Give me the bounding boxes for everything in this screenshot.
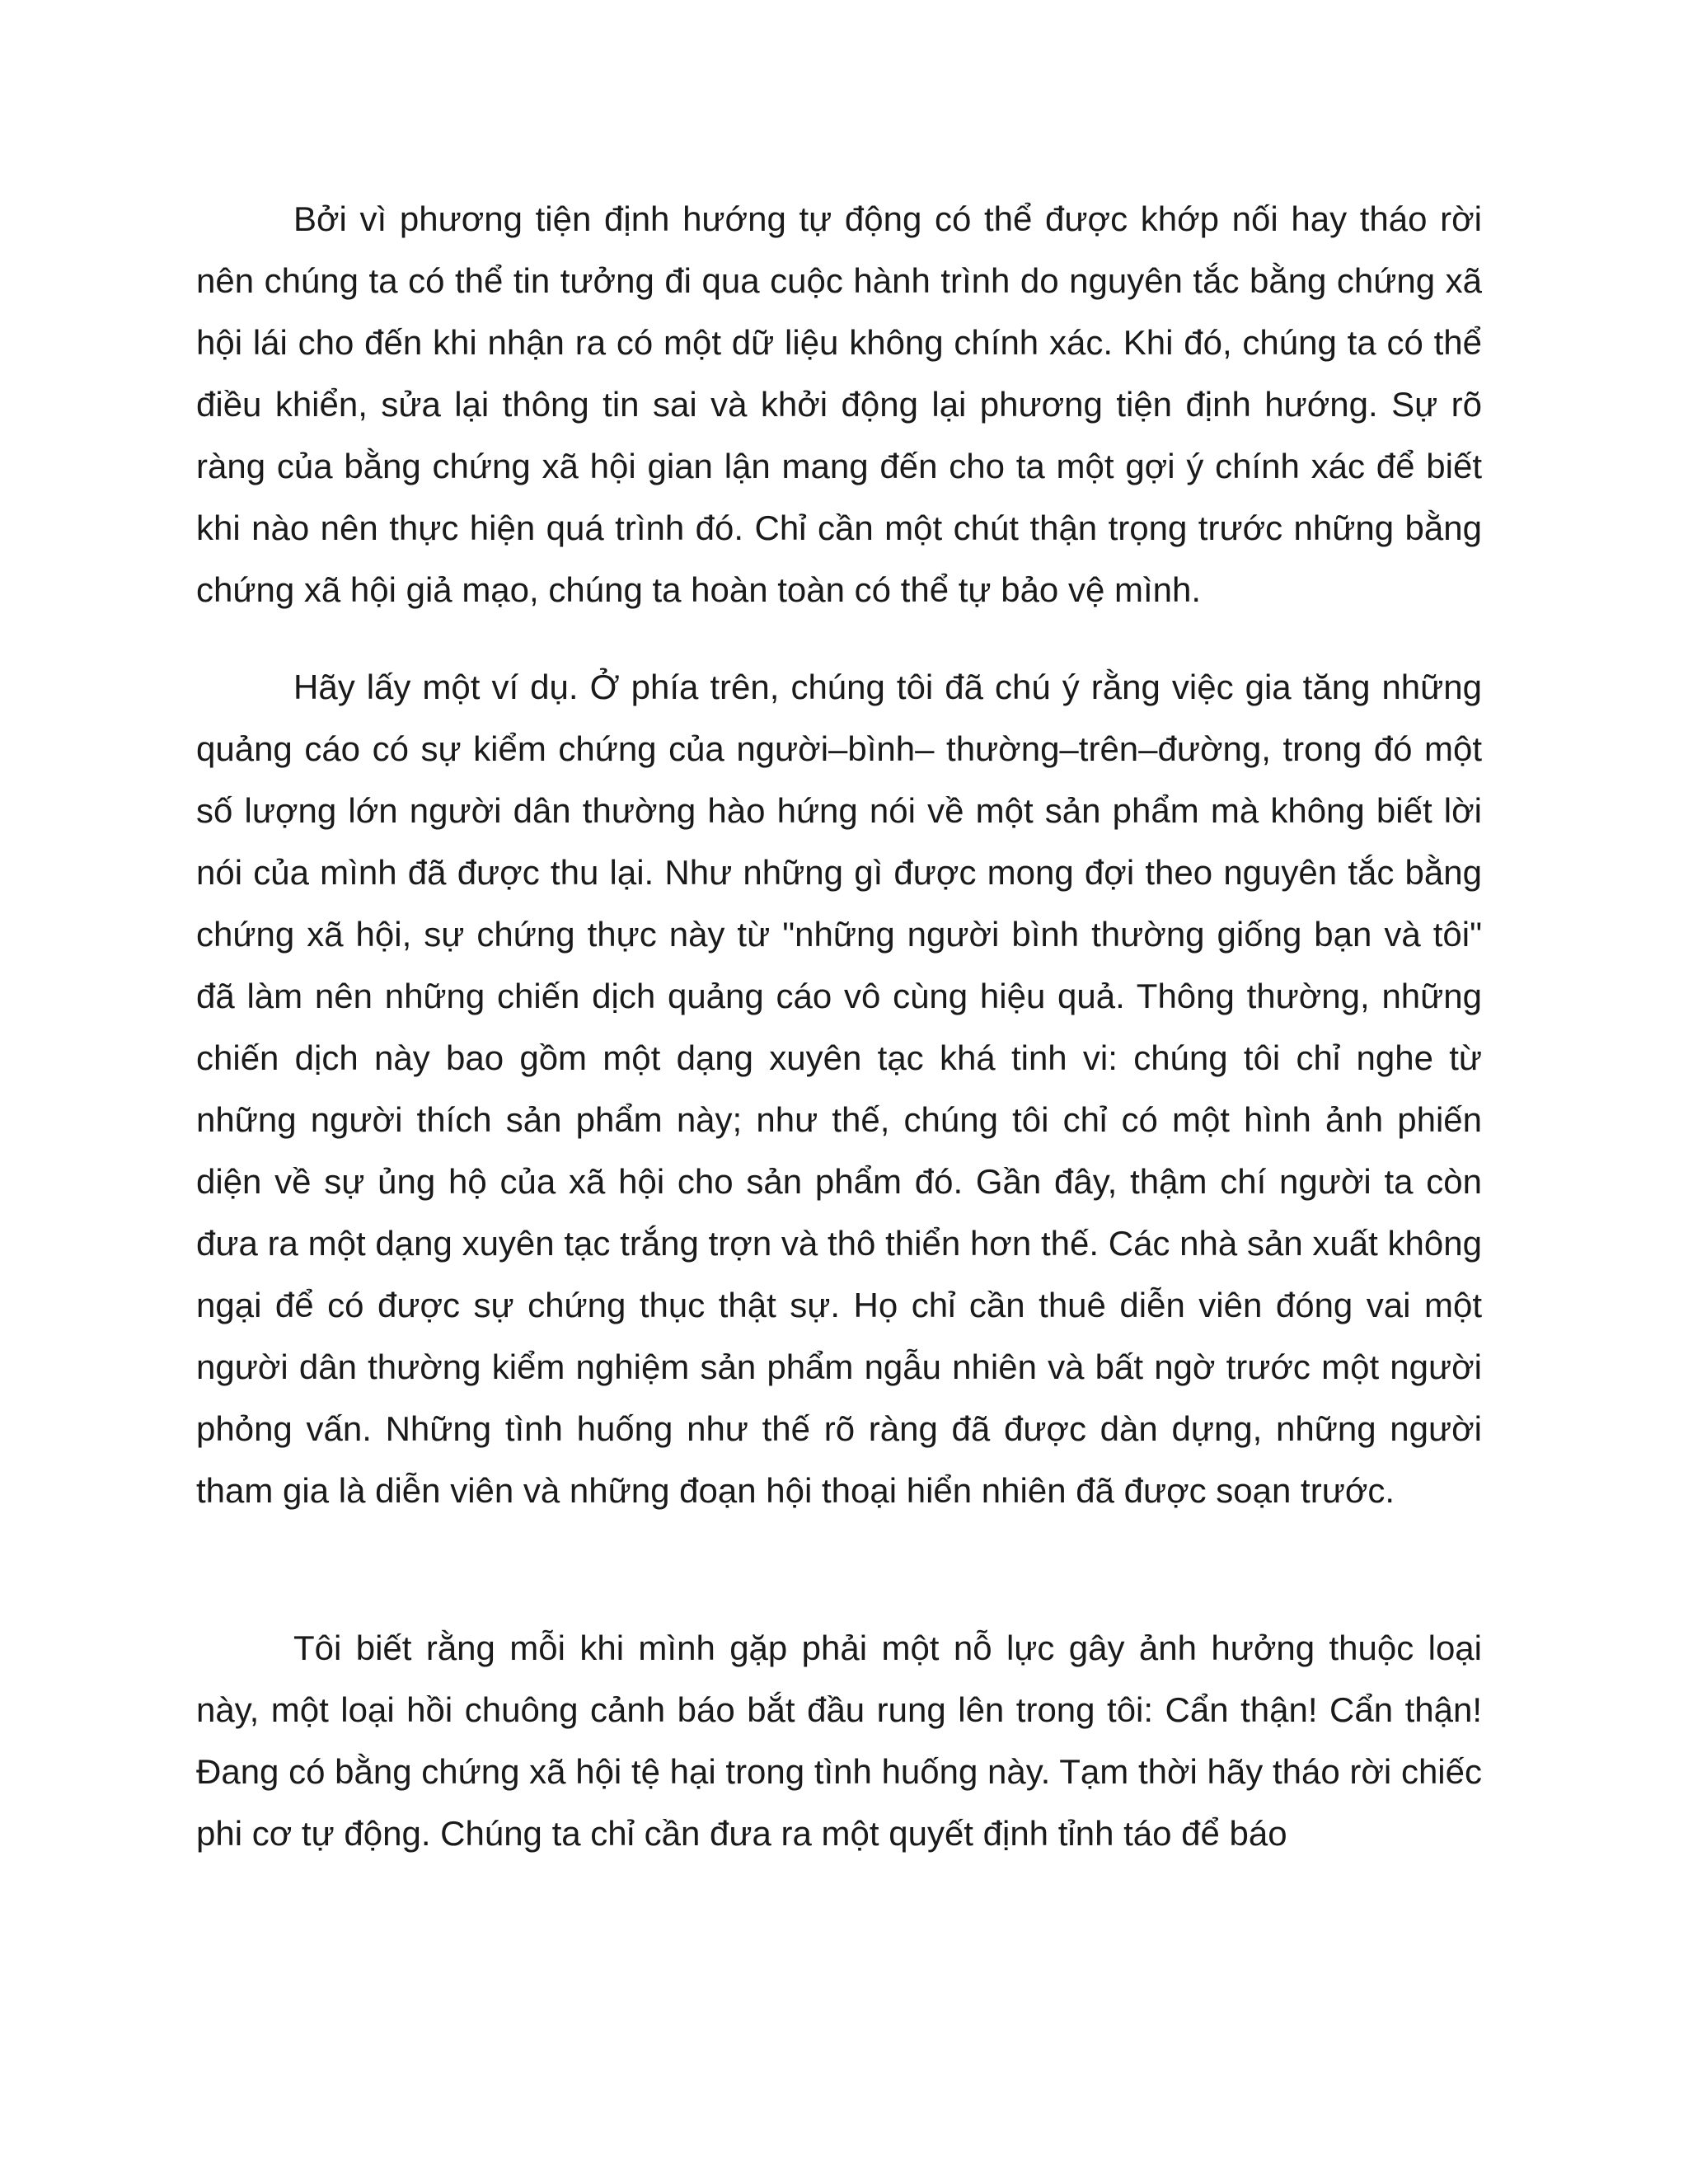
paragraph-2: Hãy lấy một ví dụ. Ở phía trên, chúng tôi đã chú ý rằng việc gia tăng những quảng cáo có sự kiểm chứng của người–bình– thường–trên–đường, trong đó một số lượng lớn người dân thường hào hứng nói về một sản phẩm mà không biết lời nói của mình đã được thu lại. Như những gì được mong đợi theo nguyên tắc bằng chứng xã hội, sự chứng thực này từ "những người bình thường giống bạn và tôi" đã làm nên những chiến dịch quảng cáo vô cùng hiệu quả. Thông thường, những chiến dịch này bao gồm một dạng xuyên tạc khá tinh vi: chúng tôi chỉ nghe từ những người thích sản phẩm này; như thế, chúng tôi chỉ có một hình ảnh phiến diện về sự ủng hộ của xã hội cho sản phẩm đó. Gần đây, thậm chí người ta còn đưa ra một dạng xuyên tạc trắng trợn và thô thiển hơn thế. Các nhà sản xuất không ngại để có được sự chứng thục thật sự. Họ chỉ cần thuê diễn viên đóng vai một người dân thường kiểm nghiệm sản phẩm ngẫu nhiên và bất ngờ trước một người phỏng vấn. Những tình huống như thế rõ ràng đã được dàn dựng, những người tham gia là diễn viên và những đoạn hội thoại hiển nhiên đã được soạn trước. [196,668,1482,1510]
paragraph-1: Bởi vì phương tiện định hướng tự động có thể được khớp nối hay tháo rời nên chúng ta có thể tin tưởng đi qua cuộc hành trình do nguyên tắc bằng chứng xã hội lái cho đến khi nhận ra có một dữ liệu không chính xác. Khi đó, chúng ta có thể điều khiển, sửa lại thông tin sai và khởi động lại phương tiện định hướng. Sự rõ ràng của bằng chứng xã hội gian lận mang đến cho ta một gợi ý chính xác để biết khi nào nên thực hiện quá trình đó. Chỉ cần một chút thận trọng trước những bằng chứng xã hội giả mạo, chúng ta hoàn toàn có thể tự bảo vệ mình. [196,199,1482,609]
paragraph-3: Tôi biết rằng mỗi khi mình gặp phải một nỗ lực gây ảnh hưởng thuộc loại này, một loại hồi chuông cảnh báo bắt đầu rung lên trong tôi: Cẩn thận! Cẩn thận! Đang có bằng chứng xã hội tệ hại trong tình huống này. Tạm thời hãy tháo rời chiếc phi cơ tự động. Chúng ta chỉ cần đưa ra một quyết định tỉnh táo để báo [196,1629,1482,1853]
